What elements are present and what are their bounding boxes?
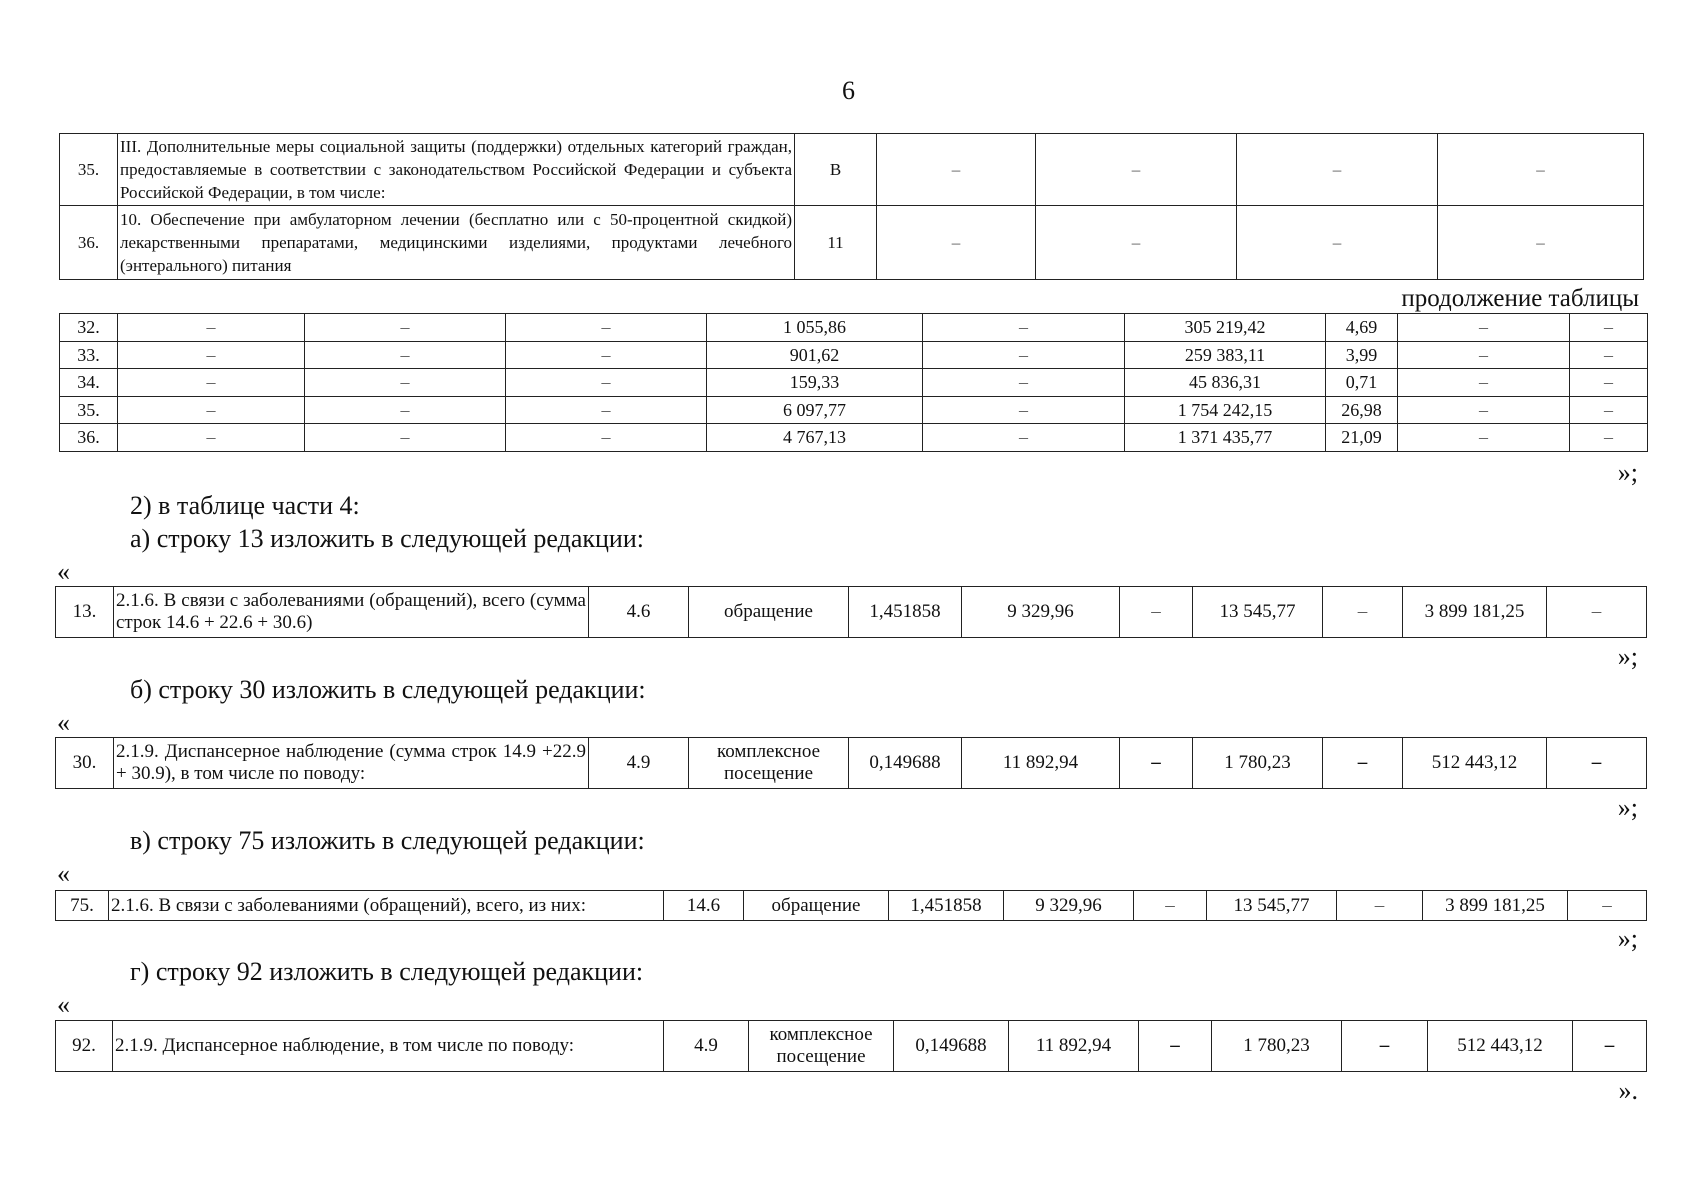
table-row (60, 206, 1644, 280)
table-row (56, 587, 1647, 638)
cell: 159,33 (707, 369, 923, 397)
cell: 1 780,23 (1193, 738, 1323, 789)
cell: 3 899 181,25 (1423, 891, 1568, 921)
cell: – (118, 424, 305, 452)
table-row (56, 891, 1647, 921)
row-code: 4.9 (664, 1021, 749, 1072)
cell: 259 383,11 (1125, 341, 1326, 369)
cell: 11 892,94 (1009, 1021, 1139, 1072)
cell: – (1570, 369, 1648, 397)
cell: – (1120, 738, 1193, 789)
cell: – (1342, 1021, 1428, 1072)
table-row (60, 134, 1644, 206)
cell: – (506, 341, 707, 369)
row-number: 92. (56, 1021, 113, 1072)
closing-quote: »; (1617, 458, 1638, 487)
cell: – (1337, 891, 1423, 921)
table-row-92 (55, 1020, 1647, 1072)
cell: – (1120, 587, 1193, 638)
row-code: 4.6 (589, 587, 689, 638)
cell: 3 899 181,25 (1403, 587, 1547, 638)
row-code: В (795, 134, 877, 206)
cell: – (118, 314, 305, 342)
row-number: 36. (60, 206, 118, 280)
table-row (60, 314, 1648, 342)
cell: – (1573, 1021, 1647, 1072)
opening-quote: « (57, 859, 70, 888)
cell: 1 780,23 (1212, 1021, 1342, 1072)
cell: 512 443,12 (1403, 738, 1547, 789)
row-code: 4.9 (589, 738, 689, 789)
cell: 305 219,42 (1125, 314, 1326, 342)
cell: 0,149688 (849, 738, 962, 789)
cell: 1 754 242,15 (1125, 396, 1326, 424)
cell: – (1036, 206, 1237, 280)
cell: 6 097,77 (707, 396, 923, 424)
cell: 21,09 (1326, 424, 1398, 452)
row-description: III. Дополнительные меры социальной защиты (поддержки) отдельных категорий граждан, предоставляемые в соответствии с законодательством Российской Федерации и субъекта Российской Федерации, в том числе: (118, 134, 795, 206)
cell: – (506, 369, 707, 397)
table-row (60, 369, 1648, 397)
row-code: 14.6 (664, 891, 744, 921)
subparagraph-a: а) строку 13 изложить в следующей редакции: (130, 524, 644, 553)
cell: – (923, 314, 1125, 342)
row-number: 36. (60, 424, 118, 452)
cell: 4,69 (1326, 314, 1398, 342)
opening-quote: « (57, 557, 70, 586)
cell: 4 767,13 (707, 424, 923, 452)
cell: 512 443,12 (1428, 1021, 1573, 1072)
cell: – (923, 341, 1125, 369)
cell: 1,451858 (849, 587, 962, 638)
cell: – (877, 206, 1036, 280)
table-continuation (59, 313, 1648, 452)
cell: – (1139, 1021, 1212, 1072)
opening-quote: « (57, 990, 70, 1019)
cell: – (1570, 396, 1648, 424)
row-number: 35. (60, 134, 118, 206)
row-number: 75. (56, 891, 109, 921)
cell: 9 329,96 (962, 587, 1120, 638)
cell: – (506, 424, 707, 452)
cell: – (1398, 424, 1570, 452)
row-number: 33. (60, 341, 118, 369)
cell: 901,62 (707, 341, 923, 369)
cell: – (1438, 206, 1644, 280)
continuation-label: продолжение таблицы (1401, 285, 1639, 312)
table-row-13 (55, 586, 1647, 638)
cell: – (1547, 738, 1647, 789)
table-row (56, 738, 1647, 789)
cell: – (305, 369, 506, 397)
closing-quote: »; (1617, 793, 1638, 822)
cell: 3,99 (1326, 341, 1398, 369)
cell: – (118, 341, 305, 369)
subparagraph-g: г) строку 92 изложить в следующей редакции: (130, 957, 644, 986)
closing-quote: »; (1617, 924, 1638, 953)
row-description: 2.1.6. В связи с заболеваниями (обращений), всего (сумма строк 14.6 + 22.6 + 30.6) (114, 587, 589, 638)
unit: комплексное посещение (689, 738, 849, 789)
opening-quote: « (57, 708, 70, 737)
cell: – (1323, 738, 1403, 789)
cell: – (1036, 134, 1237, 206)
cell: – (1568, 891, 1647, 921)
cell: 11 892,94 (962, 738, 1120, 789)
cell: – (1398, 369, 1570, 397)
cell: – (506, 396, 707, 424)
table-additional-measures (59, 133, 1644, 280)
table-row (60, 341, 1648, 369)
table-row-30 (55, 737, 1647, 789)
cell: 13 545,77 (1207, 891, 1337, 921)
cell: – (923, 396, 1125, 424)
row-description: 2.1.9. Диспансерное наблюдение (сумма строк 14.9 +22.9 + 30.9), в том числе по поводу: (114, 738, 589, 789)
cell: – (305, 396, 506, 424)
cell: – (877, 134, 1036, 206)
cell: – (118, 369, 305, 397)
page-number: 6 (842, 76, 855, 105)
row-code: 11 (795, 206, 877, 280)
row-number: 30. (56, 738, 114, 789)
cell: 0,71 (1326, 369, 1398, 397)
unit: комплексное посещение (749, 1021, 894, 1072)
unit: обращение (689, 587, 849, 638)
cell: 9 329,96 (1004, 891, 1134, 921)
table-row-75 (55, 890, 1647, 921)
cell: – (1438, 134, 1644, 206)
row-number: 34. (60, 369, 118, 397)
cell: – (1237, 206, 1438, 280)
cell: – (118, 396, 305, 424)
cell: – (1570, 341, 1648, 369)
row-number: 32. (60, 314, 118, 342)
cell: – (1398, 341, 1570, 369)
cell: 1 371 435,77 (1125, 424, 1326, 452)
subparagraph-b: б) строку 30 изложить в следующей редакции: (130, 675, 646, 704)
cell: – (1237, 134, 1438, 206)
cell: – (506, 314, 707, 342)
row-number: 35. (60, 396, 118, 424)
row-description: 2.1.9. Диспансерное наблюдение, в том числе по поводу: (113, 1021, 664, 1072)
subparagraph-v: в) строку 75 изложить в следующей редакции: (130, 826, 645, 855)
cell: 26,98 (1326, 396, 1398, 424)
cell: – (1570, 424, 1648, 452)
paragraph-2: 2) в таблице части 4: (130, 491, 360, 520)
cell: 45 836,31 (1125, 369, 1326, 397)
table-row (60, 424, 1648, 452)
cell: – (1134, 891, 1207, 921)
cell: – (305, 314, 506, 342)
table-row (56, 1021, 1647, 1072)
cell: 0,149688 (894, 1021, 1009, 1072)
row-number: 13. (56, 587, 114, 638)
cell: – (923, 369, 1125, 397)
cell: – (1323, 587, 1403, 638)
cell: 1,451858 (889, 891, 1004, 921)
row-description: 10. Обеспечение при амбулаторном лечении (бесплатно или с 50-процентной скидкой) лекарственными препаратами, медицинскими изделиями, продуктами лечебного (энтерального) питания (118, 206, 795, 280)
cell: 1 055,86 (707, 314, 923, 342)
cell: – (1398, 396, 1570, 424)
cell: – (1547, 587, 1647, 638)
row-description: 2.1.6. В связи с заболеваниями (обращений), всего, из них: (109, 891, 664, 921)
cell: – (305, 341, 506, 369)
unit: обращение (744, 891, 889, 921)
cell: – (1570, 314, 1648, 342)
closing-quote-final: ». (1618, 1076, 1638, 1105)
closing-quote: »; (1617, 642, 1638, 671)
cell: – (1398, 314, 1570, 342)
table-row (60, 396, 1648, 424)
cell: – (305, 424, 506, 452)
cell: 13 545,77 (1193, 587, 1323, 638)
cell: – (923, 424, 1125, 452)
